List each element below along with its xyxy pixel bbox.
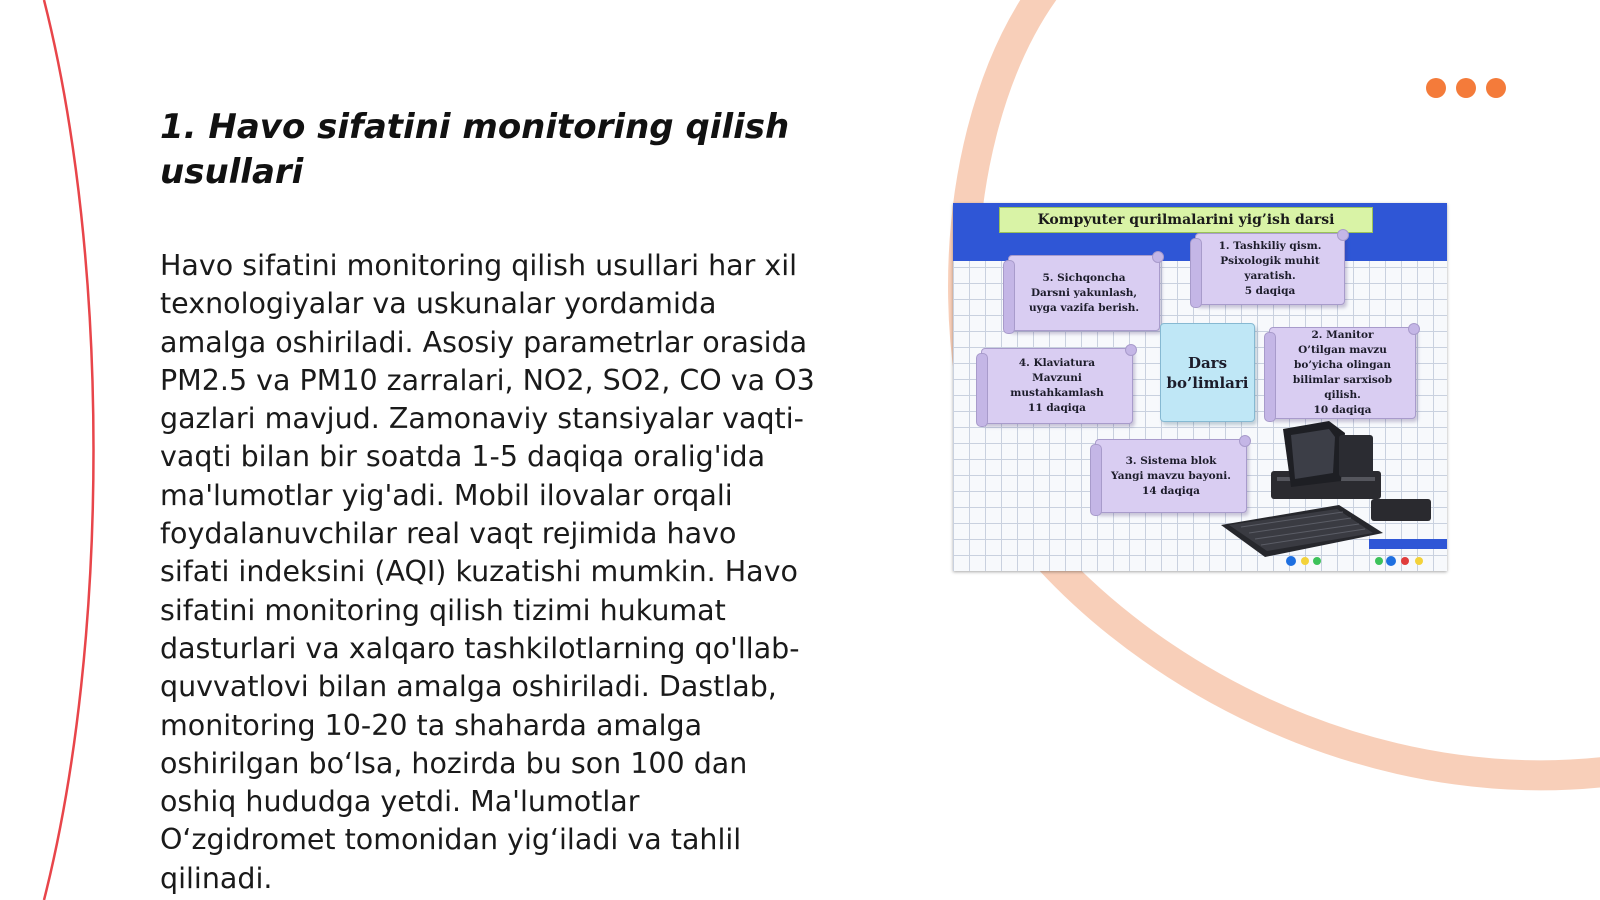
body-line: qilinadi. — [160, 861, 273, 895]
scroll-step-2 — [1269, 327, 1416, 419]
title-line: 1. Havo sifatini monitoring qilish — [160, 107, 790, 147]
step-3-line: 14 daqiqa — [1142, 484, 1200, 497]
body-line: gazlari mavjud. Zamonaviy stansiyalar vaqti- — [160, 402, 804, 436]
step-5-line: uyga vazifa berish. — [1028, 301, 1140, 314]
slide-body-text — [160, 247, 880, 898]
step-3-line: 3. Sistema blok — [1125, 454, 1217, 467]
scroll-step-4 — [981, 348, 1133, 424]
body-line: monitoring 10-20 ta shaharda amalga — [160, 708, 703, 742]
step-2-line: 10 daqiqa — [1313, 404, 1372, 416]
step-2-line: 2. Manitor — [1311, 329, 1374, 341]
body-line: texnologiyalar va uskunalar yordamida — [160, 287, 717, 321]
step-1-line: 1. Tashkiliy qism. — [1218, 240, 1322, 252]
diagram-title: Kompyuter qurilmalarini yig’ish darsi — [999, 207, 1373, 233]
step-1-line: Psixologik muhit — [1220, 255, 1320, 267]
left-red-curve — [44, 0, 94, 900]
center-line: Dars — [1187, 353, 1228, 372]
lesson-diagram-image — [953, 203, 1447, 571]
step-5-line: Darsni yakunlash, — [1030, 286, 1138, 299]
body-line: O‘zgidromet tomonidan yig‘iladi va tahlil — [160, 823, 742, 857]
body-line: sifatini monitoring qilish tizimi hukumat — [160, 593, 726, 627]
step-2-line: O’tilgan mavzu — [1298, 344, 1387, 356]
dot-icon — [1426, 78, 1446, 98]
step-4-line: mustahkamlash — [1010, 387, 1104, 399]
menu-dots — [1426, 78, 1506, 98]
body-line: oshirilgan bo‘lsa, hozirda bu son 100 dan — [160, 746, 748, 780]
step-1-line: yaratish. — [1244, 270, 1296, 282]
dot-icon — [1486, 78, 1506, 98]
body-line: Havo sifatini monitoring qilish usullari har xil — [160, 249, 798, 282]
body-line: dasturlari va xalqaro tashkilotlarning qo'llab- — [160, 631, 800, 665]
scroll-step-5 — [1008, 255, 1160, 331]
body-line: sifati indeksini (AQI) kuzatishi mumkin. Havo — [160, 555, 798, 589]
body-line: vaqti bilan bir soatda 1-5 daqiqa oralig'ida — [160, 440, 766, 474]
body-line: PM2.5 va PM10 zarralari, NO2, SO2, CO va O3 — [160, 363, 815, 397]
body-line: foydalanuvchilar real vaqt rejimida havo — [160, 517, 737, 551]
step-4-line: Mavzuni — [1032, 372, 1082, 384]
body-line: ma'lumotlar yig'adi. Mobil ilovalar orqali — [160, 478, 733, 512]
scroll-step-1 — [1195, 233, 1345, 305]
title-line: usullari — [160, 152, 304, 192]
step-2-line: bo’yicha olingan — [1294, 359, 1391, 371]
step-5-line: 5. Sichqoncha — [1042, 271, 1126, 284]
diagram-center-box — [1160, 323, 1255, 422]
step-4-line: 11 daqiqa — [1028, 402, 1086, 414]
body-line: quvvatlovi bilan amalga oshiriladi. Dastlab, — [160, 670, 777, 704]
step-3-line: Yangi mavzu bayoni. — [1111, 469, 1231, 482]
center-line: bo’limlari — [1166, 373, 1249, 392]
step-2-line: qilish. — [1324, 389, 1361, 401]
slide-title — [160, 105, 860, 195]
step-4-line: 4. Klaviatura — [1018, 357, 1096, 369]
dot-icon — [1456, 78, 1476, 98]
computer-icon — [1221, 421, 1447, 571]
step-2-line: bilimlar sarxisob — [1292, 374, 1393, 386]
body-line: oshiq hududga yetdi. Ma'lumotlar — [160, 785, 640, 819]
step-1-line: 5 daqiqa — [1244, 285, 1296, 297]
body-line: amalga oshiriladi. Asosiy parametrlar orasida — [160, 325, 808, 359]
